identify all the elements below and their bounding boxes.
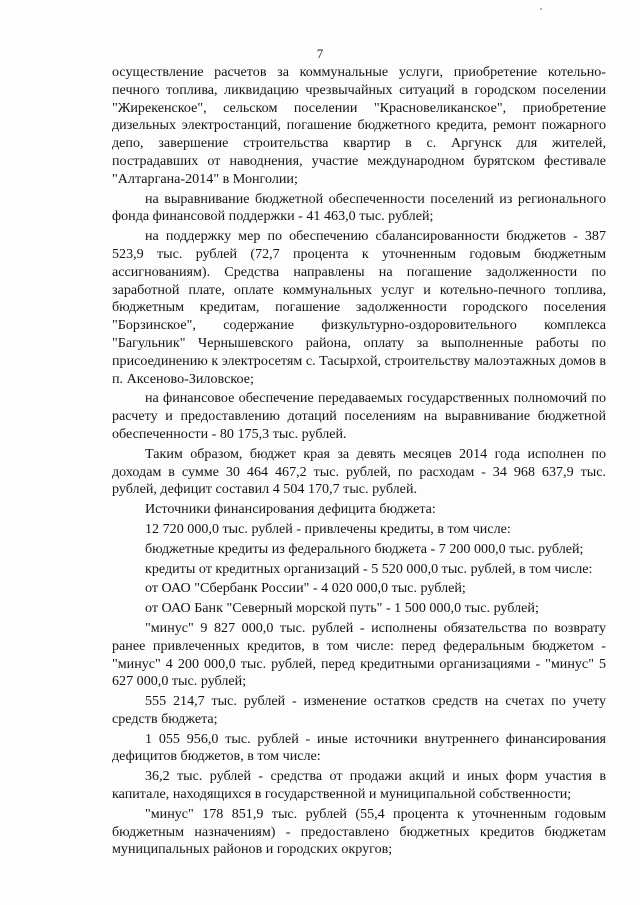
paragraph-credits-attracted: 12 720 000,0 тыс. рублей - привлечены кредиты, в том числе: <box>145 520 511 537</box>
paragraph-balance-support: на поддержку мер по обеспечению сбалансированности бюджетов - 387 523,9 тыс. рублей (72,7 процента к уточненным годовым бюджетным ассигнованиям). Средства направлены на погашение задолженности по заработной плате, оплате коммунальных услуг и котельно-печного топлива, бюджетным кредитам, погашение задолженности городского поселения "Борзинское", содержание физкультурно-оздоровительного комплекса "Багульник" Чернышевского района, оплату за выполненные работы по присоединению к электросетям с. Тасырхой, строительству малоэтажных домов в п. Аксеново-Зиловское; <box>112 228 606 387</box>
paragraph-northern-sea-route-bank: от ОАО Банк "Северный морской путь" - 1 500 000,0 тыс. рублей; <box>145 600 539 617</box>
paragraph-municipal-credits: "минус" 178 851,9 тыс. рублей (55,4 процента к уточненным годовым бюджетным назначениям) - предоставлено бюджетных кредитов бюджетам муниципальных районов и городских округов; <box>112 805 606 858</box>
page-number: 7 <box>316 46 324 61</box>
paragraph-bank-credits: кредиты от кредитных организаций - 5 520 000,0 тыс. рублей, в том числе: <box>145 560 593 577</box>
paragraph-deficit-sources-heading: Источники финансирования дефицита бюджета: <box>145 501 436 518</box>
scan-speck <box>540 8 542 10</box>
paragraph-federal-credits: бюджетные кредиты из федерального бюджета - 7 200 000,0 тыс. рублей; <box>145 540 584 557</box>
paragraph-share-sales: 36,2 тыс. рублей - средства от продажи акций и иных форм участия в капитале, находящихся в государственной и муниципальной собственности; <box>112 768 606 803</box>
paragraph-summary: Таким образом, бюджет края за девять месяцев 2014 года исполнен по доходам в сумме 30 464 467,2 тыс. рублей, по расходам - 34 968 637,9 тыс. рублей, дефицит составил 4 504 170,7 тыс. рублей. <box>112 445 606 498</box>
paragraph-sberbank: от ОАО "Сбербанк России" - 4 020 000,0 тыс. рублей; <box>145 580 466 597</box>
document-body <box>112 64 606 859</box>
paragraph-other-sources: 1 055 956,0 тыс. рублей - иные источники внутреннего финансирования дефицитов бюджетов, в том числе: <box>112 730 606 765</box>
paragraph-equalization: на выравнивание бюджетной обеспеченности поселений из регионального фонда финансовой поддержки - 41 463,0 тыс. рублей; <box>112 190 606 225</box>
paragraph-delegated-powers: на финансовое обеспечение передаваемых государственных полномочий по расчету и предоставлению дотаций поселениям на выравнивание бюджетной обеспеченности - 80 175,3 тыс. рублей. <box>112 390 606 442</box>
paragraph-expenses-continued: осуществление расчетов за коммунальные услуги, приобретение котельно-печного топлива, ликвидацию чрезвычайных ситуаций в городском поселении "Жирекенское", сельском поселении "Красновеликанское", приобретение дизельных электростанций, погашение бюджетного кредита, ремонт пожарного депо, завершение строительства квартир в с. Аргунск для жителей, пострадавших от наводнения, участие международном бурятском фестивале "Алтаргана-2014" в Монголии; <box>112 64 606 187</box>
paragraph-repayments: "минус" 9 827 000,0 тыс. рублей - исполнены обязательства по возврату ранее привлеченных кредитов, в том числе: перед федеральным бюджетом - "минус" 4 200 000,0 тыс. рублей, перед кредитными организациями - "минус" 5 627 000,0 тыс. рублей; <box>112 619 606 690</box>
paragraph-balance-change: 555 214,7 тыс. рублей - изменение остатков средств на счетах по учету средств бюджета; <box>112 693 606 727</box>
